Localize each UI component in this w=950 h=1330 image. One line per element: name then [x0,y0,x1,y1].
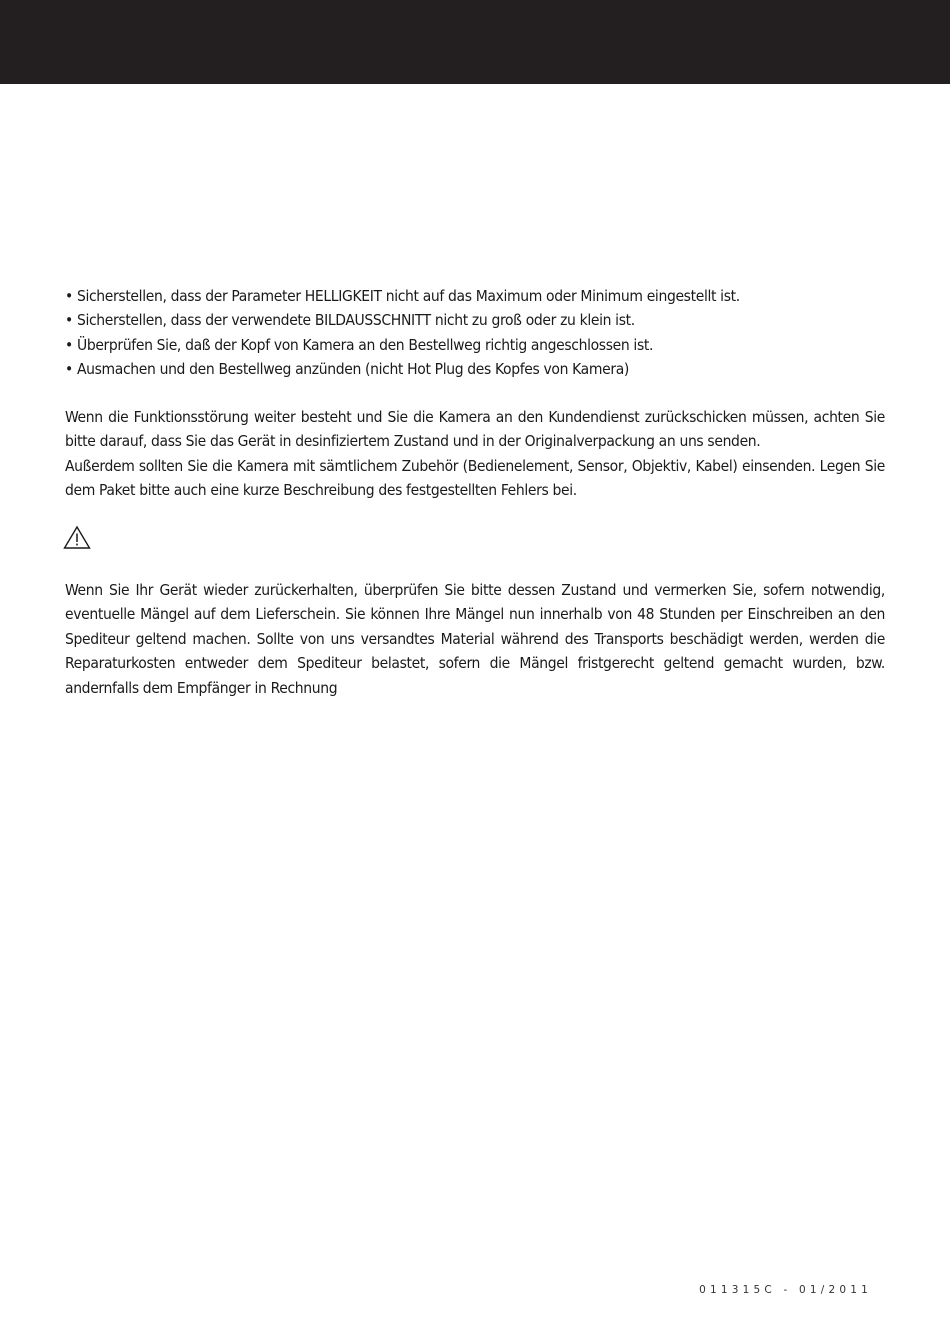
header-bar [0,0,950,84]
checklist [65,284,885,382]
checklist-item-head-connection: • Überprüfen Sie, daß der Kopf von Kamera an den Bestellweg richtig angeschlossen ist. [65,335,654,354]
warning-triangle-icon [63,525,91,550]
accessories-text: Außerdem sollten Sie die Kamera mit sämtlichem Zubehör (Bedienelement, Sensor, Objektiv, Kabel) einsenden. Legen Sie dem Paket bitte auch eine kurze Beschreibung des festgestellten Fehlers bei. [65,456,885,500]
service-return-paragraph [65,405,885,503]
checklist-item-image-section: • Sicherstellen, dass der verwendete BILDAUSSCHNITT nicht zu groß oder zu klein ist. [65,311,635,330]
checklist-item-brightness: • Sicherstellen, dass der Parameter HELLIGKEIT nicht auf das Maximum oder Minimum eingestellt ist. [65,287,740,305]
checklist-item-power-cycle: • Ausmachen und den Bestellweg anzünden (nicht Hot Plug des Kopfes von Kamera) [65,360,630,379]
delivery-check-text: Wenn Sie Ihr Gerät wieder zurückerhalten, überprüfen Sie bitte dessen Zustand und vermerken Sie, sofern notwendig, eventuelle Mängel auf dem Lieferschein. Sie können Ihre Mängel nun innerhalb von 48 Stunden per Einschreiben an den Spediteur geltend machen. Sollte von uns versandtes Material während des Transports beschädigt werden, werden die Reparaturkosten entweder dem Spediteur belastet, sofern die Mängel fristgerecht geltend gemacht wurden, bzw. andernfalls dem Empfänger in Rechnung [65,581,885,697]
service-return-text: Wenn die Funktionsstörung weiter besteht und Sie die Kamera an den Kundendienst zurückschicken müssen, achten Sie bitte darauf, dass Sie das Gerät in desinfiziertem Zustand und in der Originalverpackung an uns senden. [65,408,885,451]
delivery-check-paragraph [65,578,885,700]
document-code: 011315C - 01/2011 [699,1284,872,1296]
